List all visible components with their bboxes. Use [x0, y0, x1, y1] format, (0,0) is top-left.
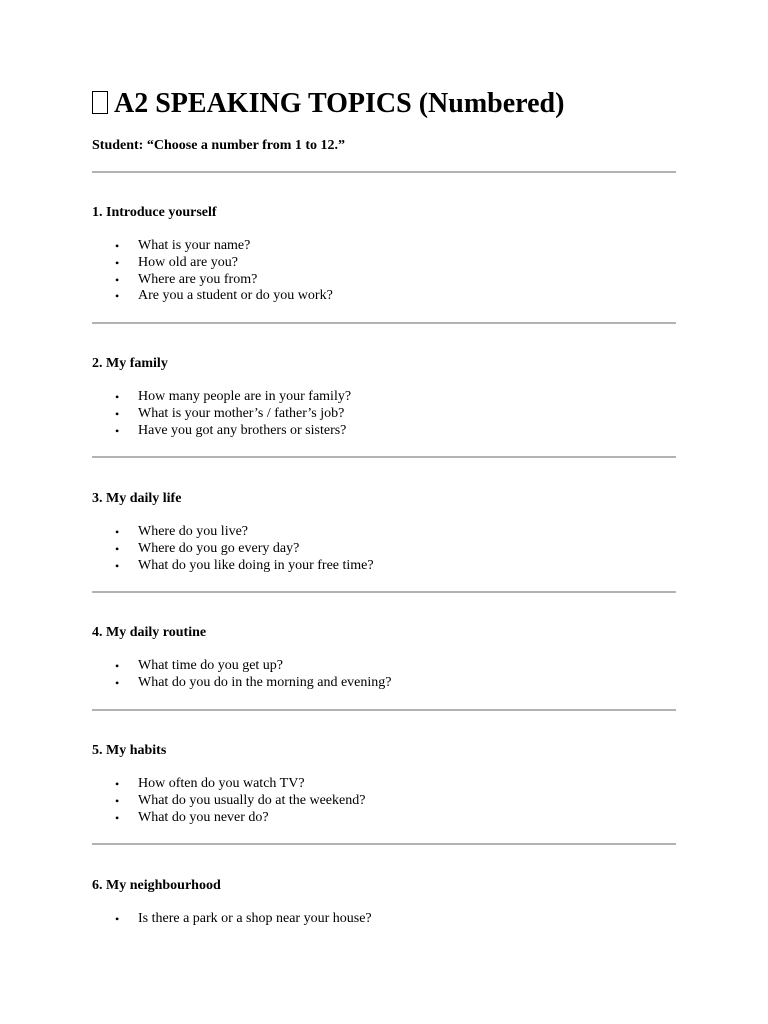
bullet-icon: • — [115, 289, 120, 304]
section-heading-1: 1. Introduce yourself — [92, 205, 217, 220]
bullet-icon: • — [115, 777, 120, 791]
divider — [92, 456, 676, 458]
list-item: • How old are you? — [115, 254, 238, 270]
list-item: • Is there a park or a shop near your house? — [115, 911, 372, 926]
question-list-3 — [92, 524, 374, 574]
list-item: • What is your mother’s / father’s job? — [115, 405, 345, 421]
list-item: • Are you a student or do you work? — [115, 288, 333, 304]
question-list-6 — [92, 911, 372, 928]
question-list-2 — [92, 389, 351, 439]
list-item: • Where do you live? — [115, 524, 249, 539]
section-heading-6: 6. My neighbourhood — [92, 878, 221, 893]
bullet-icon: • — [115, 675, 120, 690]
bullet-icon: • — [115, 541, 120, 556]
page-title-text: A2 SPEAKING TOPICS (Numbered) — [114, 88, 565, 119]
section-heading-2: 2. My family — [92, 356, 168, 371]
bullet-icon: • — [115, 390, 120, 404]
divider — [92, 171, 676, 173]
section-heading-4: 4. My daily routine — [92, 625, 207, 640]
question-list-1 — [92, 238, 333, 305]
section-heading-3: 3. My daily life — [92, 491, 182, 506]
list-item: • How often do you watch TV? — [115, 776, 305, 791]
list-item: • Where do you go every day? — [115, 540, 300, 556]
divider — [92, 843, 676, 845]
list-item: • How many people are in your family? — [115, 389, 352, 404]
question-list-5 — [92, 776, 365, 826]
divider — [92, 322, 676, 324]
list-item: • What do you like doing in your free time? — [115, 557, 374, 573]
bullet-icon: • — [115, 912, 120, 926]
page-title — [92, 86, 564, 122]
list-item: • Have you got any brothers or sisters? — [115, 422, 347, 438]
bullet-icon: • — [115, 272, 120, 287]
divider — [92, 591, 676, 593]
list-item: • Where are you from? — [115, 271, 258, 287]
section-heading-5: 5. My habits — [92, 743, 167, 758]
list-item: • What time do you get up? — [115, 658, 284, 673]
student-instruction: Student: “Choose a number from 1 to 12.” — [92, 138, 346, 153]
divider — [92, 709, 676, 711]
list-item: • What is your name? — [115, 238, 251, 253]
bullet-icon: • — [115, 406, 120, 421]
question-list-4 — [92, 658, 392, 692]
bullet-icon: • — [115, 810, 120, 825]
bullet-icon: • — [115, 255, 120, 270]
bullet-icon: • — [115, 793, 120, 808]
bullet-icon: • — [115, 239, 120, 253]
list-item: • What do you never do? — [115, 809, 269, 825]
list-item: • What do you usually do at the weekend? — [115, 792, 366, 808]
bullet-icon: • — [115, 558, 120, 573]
missing-glyph-icon — [92, 91, 108, 114]
list-item: • What do you do in the morning and evening? — [115, 674, 392, 690]
bullet-icon: • — [115, 525, 120, 539]
bullet-icon: • — [115, 659, 120, 673]
bullet-icon: • — [115, 423, 120, 438]
